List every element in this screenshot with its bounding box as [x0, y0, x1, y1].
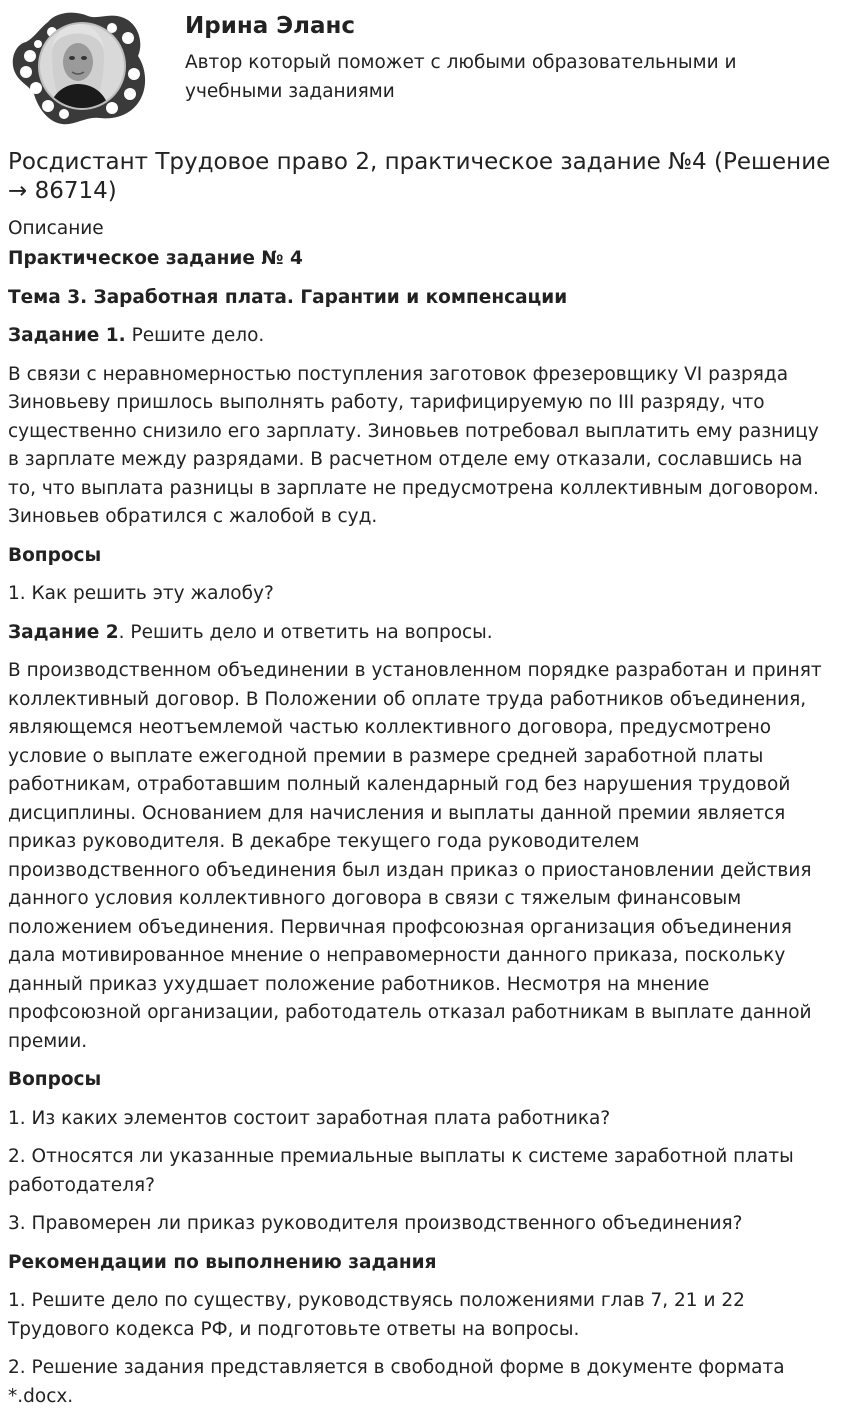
task1-label: Задание 1. — [8, 325, 126, 346]
recommendation-2: 2. Решение задания представляется в свободной форме в документе формата *.docx. — [8, 1357, 785, 1407]
topic-heading: Тема 3. Заработная плата. Гарантии и компенсации — [8, 286, 568, 308]
page-title: Росдистант Трудовое право 2, практическое задание №4 (Решение → 86714) — [8, 149, 831, 204]
author-avatar[interactable] — [8, 8, 150, 126]
question-2-1: 1. Из каких элементов состоит заработная плата работника? — [8, 1107, 611, 1129]
case2-text: В производственном объединении в установленном порядке разработан и принят коллективный договор. В Положении об оплате труда работников объединения, являющемся неотъемлемой частью коллективного договора, предусмотрено условие о выплате ежегодной премии в размере средней заработной платы работникам, отработавшим полный календарный год без нарушения трудовой дисциплины. Основанием для начисления и выплаты данной премии является приказ руководителя. В декабре текущего года руководителем производственного объединения был издан приказ о приостановлении действия данного условия коллективного договора в связи с тяжелым финансовым положением объединения. Первичная профсоюзная организация объединения дала мотивированное мнение о неправомерности данного приказа, поскольку данный приказ ухудшает положение работников. Несмотря на мнение профсоюзной организации, работодатель отказал работникам в выплате данной премии. — [8, 660, 822, 1052]
recommendations-heading: Рекомендации по выполнению задания — [8, 1251, 437, 1273]
questions-heading-2: Вопросы — [8, 1069, 102, 1090]
author-description: Автор который поможет с любыми образовательными и учебными заданиями — [185, 52, 737, 102]
recommendation-1: 1. Решите дело по существу, руководствуясь положениями глав 7, 21 и 22 Трудового кодекса РФ, и подготовьте ответы на вопросы. — [8, 1290, 745, 1340]
case1-text: В связи с неравномерностью поступления заготовок фрезеровщику VI разряда Зиновьеву пришлось выполнять работу, тарифицируемую по III разряду, что существенно снизило его зарплату. Зиновьев потребовал выплатить ему разницу в зарплате между разрядами. В расчетном отделе ему отказали, сославшись на то, что выплата разницы в зарплате не предусмотрена коллективным договором. Зиновьев обратился с жалобой в суд. — [8, 363, 819, 527]
task1-text: Решите дело. — [125, 325, 265, 346]
task-heading: Практическое задание № 4 — [8, 248, 303, 269]
document-content — [8, 148, 833, 1421]
questions-heading-1: Вопросы — [8, 544, 102, 566]
task2-label: Задание 2 — [8, 621, 119, 643]
task1-paragraph — [8, 322, 833, 351]
question-2-3: 3. Правомерен ли приказ руководителя производственного объединения? — [8, 1213, 743, 1234]
author-name[interactable]: Ирина Эланс — [185, 13, 356, 39]
question-2-2: 2. Относятся ли указанные премиальные выплаты к системе заработной платы работодателя? — [8, 1146, 794, 1196]
task2-text: . Решить дело и ответить на вопросы. — [118, 621, 493, 643]
question-1-1: 1. Как решить эту жалобу? — [8, 583, 274, 604]
task2-paragraph — [8, 619, 833, 648]
author-header — [0, 0, 847, 140]
description-label: Описание — [8, 218, 104, 239]
